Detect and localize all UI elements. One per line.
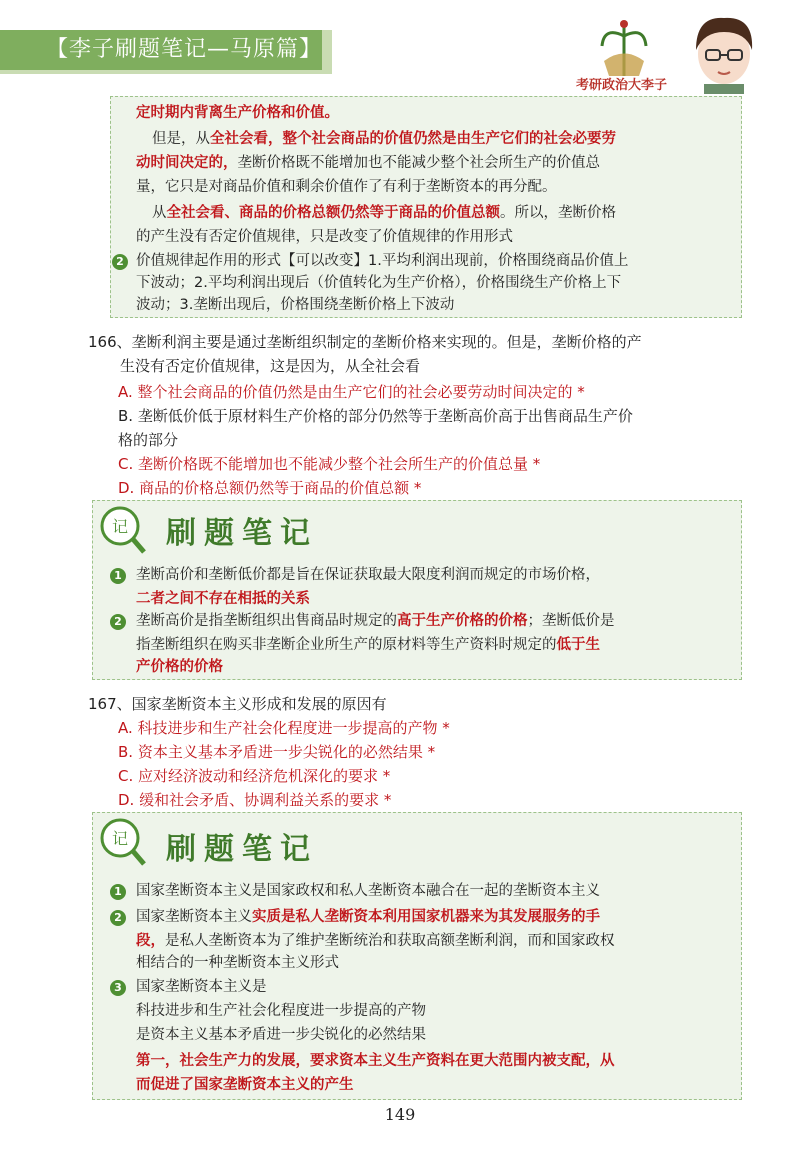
bullet-number: 3 [110,980,126,996]
avatar [682,10,766,94]
option-d: D. 缓和社会矛盾、协调利益关系的要求 * [118,791,392,809]
option-a: A. 整个社会商品的价值仍然是由生产它们的社会必要劳动时间决定的 * [118,383,585,401]
text-line: 垄断高价和垄断低价都是旨在保证获取最大限度利润而规定的市场价格， [136,567,600,583]
option-a: A. 科技进步和生产社会化程度进一步提高的产物 * [118,719,450,737]
text-span: ；垄断低价是 [527,613,615,629]
note-icon-label: 记 [111,829,129,848]
note-title: 刷题笔记 [166,832,318,867]
header-banner [0,30,332,74]
text-line [136,634,600,656]
text-line: 是资本主义基本矛盾进一步尖锐化的必然结果 [136,1027,426,1043]
option-b: B. 垄断低价低于原材料生产价格的部分仍然等于垄断高价高于出售商品生产价 [118,407,633,425]
text-line: 而促进了国家垄断资本主义的产生 [136,1077,354,1093]
text-line: 第一，社会生产力的发展，要求资本主义生产资料在更大范围内被支配，从 [136,1053,615,1069]
text-span: 是私人垄断资本为了维护垄断统治和获取高额垄断利润，而和国家政权 [165,933,615,949]
option-d: D. 商品的价格总额仍然等于商品的价值总额 * [118,479,422,497]
text-line [152,202,616,224]
text-span: 动时间决定的， [136,155,238,171]
bullet-number: 2 [110,614,126,630]
text-line: 波动；3.垄断出现后，价格围绕垄断价格上下波动 [136,297,455,313]
text-span: 全社会看、商品的价格总额仍然等于商品的价值总额 [166,205,500,221]
logo-caption: 考研政治大李子 [576,78,668,93]
text-line: 定时期内背离生产价格和价值。 [136,105,339,121]
text-span: 高于生产价格的价格 [397,613,528,629]
text-line: 量，它只是对商品价值和剩余价值作了有利于垄断资本的再分配。 [136,179,557,195]
text-span: 。所以，垄断价格 [500,205,616,221]
text-span: 但是，从 [152,131,210,147]
option-c: C. 应对经济波动和经济危机深化的要求 * [118,767,391,785]
option-b: B. 资本主义基本矛盾进一步尖锐化的必然结果 * [118,743,436,761]
text-span: 段， [136,933,165,949]
option-b-cont: 格的部分 [118,431,179,449]
text-line: 相结合的一种垄断资本主义形式 [136,955,339,971]
text-span: 指垄断组织在购买非垄断企业所生产的原材料等生产资料时规定的 [136,637,557,653]
bullet-number: 2 [112,254,128,270]
text-line: 的产生没有否定价值规律，只是改变了价值规律的作用形式 [136,229,513,245]
text-span: 低于生 [556,637,600,653]
bullet-number: 2 [110,910,126,926]
text-line [136,906,600,928]
header-title: 【李子刷题笔记—马原篇】 [0,30,322,70]
question-166-stem-cont: 生没有否定价值规律，这是因为，从全社会看 [120,357,421,375]
text-line [136,930,615,952]
text-line: 产价格的价格 [136,659,223,675]
text-line: 下波动；2.平均利润出现后（价值转化为生产价格），价格围绕生产价格上下 [136,275,622,291]
text-line: 二者之间不存在相抵的关系 [136,591,310,607]
question-166-stem: 166、垄断利润主要是通过垄断组织制定的垄断价格来实现的。但是，垄断价格的产 [88,333,642,351]
option-c: C. 垄断价格既不能增加也不能减少整个社会所生产的价值总量 * [118,455,541,473]
text-line [136,610,615,632]
note-icon-label: 记 [111,517,129,536]
text-line: 价值规律起作用的形式【可以改变】1.平均利润出现前，价格围绕商品价值上 [136,253,629,269]
text-line [136,152,600,174]
text-span: 垄断高价是指垄断组织出售商品时规定的 [136,613,397,629]
text-line: 国家垄断资本主义是国家政权和私人垄断资本融合在一起的垄断资本主义 [136,883,600,899]
text-span: 从 [152,205,167,221]
text-span: 实质是私人垄断资本利用国家机器来为其发展服务的手 [252,909,600,925]
page-number: 149 [384,1105,416,1124]
text-line: 科技进步和生产社会化程度进一步提高的产物 [136,1003,426,1019]
text-line [152,128,616,150]
text-span: 垄断价格既不能增加也不能减少整个社会所生产的价值总 [237,155,600,171]
text-line: 国家垄断资本主义是 [136,979,267,995]
bullet-number: 1 [110,884,126,900]
bullet-number: 1 [110,568,126,584]
text-span: 国家垄断资本主义 [136,909,252,925]
note-title: 刷题笔记 [166,516,318,551]
text-span: 全社会看，整个社会商品的价值仍然是由生产它们的社会必要劳 [210,131,616,147]
question-167-stem: 167、国家垄断资本主义形成和发展的原因有 [88,695,387,713]
